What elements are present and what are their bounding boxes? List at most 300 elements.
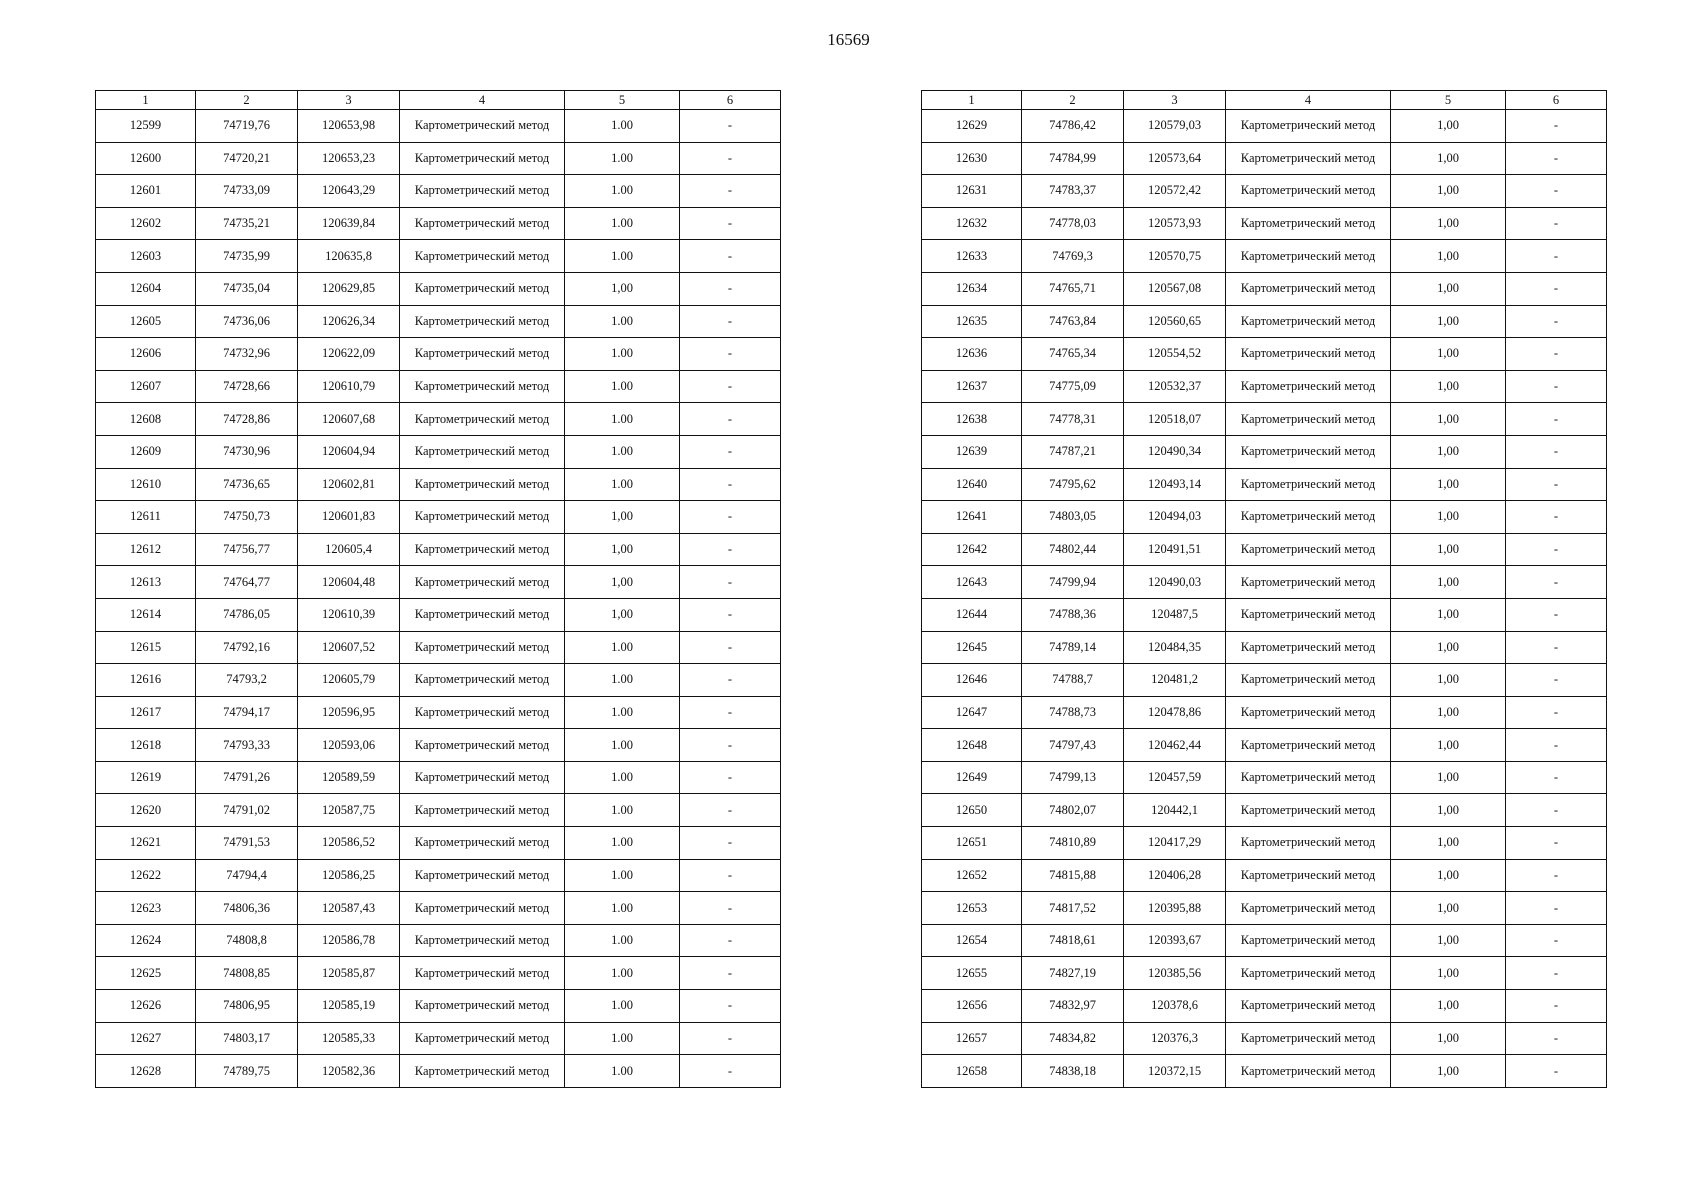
table-cell: Картометрический метод (400, 990, 565, 1023)
table-cell: - (680, 403, 781, 436)
table-cell: Картометрический метод (1226, 794, 1391, 827)
table-cell: 120585,87 (298, 957, 400, 990)
table-cell: - (1506, 598, 1607, 631)
table-row (922, 435, 1607, 468)
table-cell: 120395,88 (1124, 892, 1226, 925)
table-row (96, 729, 781, 762)
table-cell: Картометрический метод (400, 664, 565, 697)
table-cell: 74736,06 (196, 305, 298, 338)
table-cell: 12640 (922, 468, 1022, 501)
table-cell: 120607,52 (298, 631, 400, 664)
table-cell: Картометрический метод (400, 403, 565, 436)
table-cell: 12619 (96, 761, 196, 794)
table-cell: 74765,34 (1022, 338, 1124, 371)
table-cell: Картометрический метод (1226, 696, 1391, 729)
table-cell: 12607 (96, 370, 196, 403)
table-cell: 74806,95 (196, 990, 298, 1023)
table-cell: Картометрический метод (400, 207, 565, 240)
table-cell: 74838,18 (1022, 1055, 1124, 1088)
table-cell: Картометрический метод (1226, 501, 1391, 534)
table-cell: 120602,81 (298, 468, 400, 501)
table-cell: 12638 (922, 403, 1022, 436)
table-cell: 120589,59 (298, 761, 400, 794)
table-cell: 120605,4 (298, 533, 400, 566)
table-cell: - (1506, 110, 1607, 143)
table-cell: Картометрический метод (1226, 990, 1391, 1023)
table-cell: 74791,53 (196, 827, 298, 860)
table-header-row (96, 91, 781, 110)
table-cell: 12648 (922, 729, 1022, 762)
table-cell: 1.00 (565, 110, 680, 143)
table-row (96, 566, 781, 599)
table-cell: 120570,75 (1124, 240, 1226, 273)
table-cell: Картометрический метод (400, 729, 565, 762)
table-row (96, 761, 781, 794)
table-cell: 74765,71 (1022, 272, 1124, 305)
table-row (922, 729, 1607, 762)
table-cell: 74793,2 (196, 664, 298, 697)
table-cell: - (1506, 370, 1607, 403)
table-cell: 1,00 (1391, 533, 1506, 566)
table-cell: - (680, 924, 781, 957)
table-cell: 120585,33 (298, 1022, 400, 1055)
table-row (96, 1055, 781, 1088)
table-row (922, 110, 1607, 143)
column-header-2: 2 (1022, 91, 1124, 110)
table-cell: 1.00 (565, 370, 680, 403)
table-cell: 120586,78 (298, 924, 400, 957)
table-cell: Картометрический метод (1226, 1055, 1391, 1088)
table-cell: Картометрический метод (400, 761, 565, 794)
table-row (922, 631, 1607, 664)
table-cell: - (1506, 924, 1607, 957)
table-cell: 12614 (96, 598, 196, 631)
table-cell: Картометрический метод (400, 892, 565, 925)
table-cell: 1.00 (565, 924, 680, 957)
table-cell: 74735,04 (196, 272, 298, 305)
table-cell: 74787,21 (1022, 435, 1124, 468)
table-cell: 12625 (96, 957, 196, 990)
table-cell: Картометрический метод (1226, 338, 1391, 371)
table-cell: Картометрический метод (400, 566, 565, 599)
table-row (96, 305, 781, 338)
table-cell: 120378,6 (1124, 990, 1226, 1023)
table-cell: 12621 (96, 827, 196, 860)
table-cell: - (1506, 240, 1607, 273)
table-cell: Картометрический метод (400, 598, 565, 631)
table-cell: 74806,36 (196, 892, 298, 925)
table-cell: 12599 (96, 110, 196, 143)
table-cell: 74764,77 (196, 566, 298, 599)
column-header-4: 4 (1226, 91, 1391, 110)
table-cell: - (1506, 1055, 1607, 1088)
table-cell: 74799,94 (1022, 566, 1124, 599)
table-cell: Картометрический метод (1226, 468, 1391, 501)
table-row (922, 924, 1607, 957)
table-row (922, 240, 1607, 273)
table-cell: 1,00 (1391, 631, 1506, 664)
table-cell: 12605 (96, 305, 196, 338)
table-cell: 74792,16 (196, 631, 298, 664)
table-cell: - (1506, 338, 1607, 371)
table-row (922, 696, 1607, 729)
table-cell: 74756,77 (196, 533, 298, 566)
table-cell: Картометрический метод (1226, 435, 1391, 468)
table-cell: 1,00 (1391, 957, 1506, 990)
table-cell: Картометрический метод (1226, 761, 1391, 794)
table-cell: Картометрический метод (1226, 664, 1391, 697)
table-row (96, 240, 781, 273)
table-cell: 12624 (96, 924, 196, 957)
table-cell: 12631 (922, 175, 1022, 208)
table-row (96, 370, 781, 403)
table-cell: Картометрический метод (400, 1055, 565, 1088)
table-cell: Картометрический метод (1226, 175, 1391, 208)
table-cell: 120462,44 (1124, 729, 1226, 762)
table-cell: 74789,14 (1022, 631, 1124, 664)
table-cell: 1.00 (565, 761, 680, 794)
table-cell: 120478,86 (1124, 696, 1226, 729)
table-cell: 1,00 (1391, 1055, 1506, 1088)
table-cell: 74791,26 (196, 761, 298, 794)
table-cell: - (1506, 957, 1607, 990)
table-cell: 120610,79 (298, 370, 400, 403)
table-cell: 1.00 (565, 305, 680, 338)
table-row (922, 468, 1607, 501)
table-cell: 74832,97 (1022, 990, 1124, 1023)
table-cell: 1.00 (565, 729, 680, 762)
table-cell: 74797,43 (1022, 729, 1124, 762)
table-cell: - (680, 305, 781, 338)
column-header-2: 2 (196, 91, 298, 110)
table-cell: Картометрический метод (400, 859, 565, 892)
table-cell: 1,00 (565, 272, 680, 305)
table-cell: 1.00 (565, 435, 680, 468)
table-row (96, 435, 781, 468)
table-cell: - (680, 370, 781, 403)
table-cell: 12618 (96, 729, 196, 762)
table-cell: - (680, 110, 781, 143)
table-cell: 12602 (96, 207, 196, 240)
table-cell: 120579,03 (1124, 110, 1226, 143)
table-row (96, 403, 781, 436)
table-cell: 1,00 (1391, 794, 1506, 827)
table-cell: 1.00 (565, 1022, 680, 1055)
table-cell: 120560,65 (1124, 305, 1226, 338)
table-row (922, 566, 1607, 599)
table-cell: - (1506, 827, 1607, 860)
table-row (922, 664, 1607, 697)
table-cell: 12646 (922, 664, 1022, 697)
table-cell: 120442,1 (1124, 794, 1226, 827)
table-cell: 74802,44 (1022, 533, 1124, 566)
table-cell: 74803,17 (196, 1022, 298, 1055)
table-cell: - (1506, 272, 1607, 305)
table-cell: - (680, 468, 781, 501)
table-cell: 120376,3 (1124, 1022, 1226, 1055)
table-cell: 12626 (96, 990, 196, 1023)
table-cell: 1,00 (1391, 501, 1506, 534)
table-cell: 74733,09 (196, 175, 298, 208)
table-row (96, 598, 781, 631)
table-cell: 12617 (96, 696, 196, 729)
table-cell: 1.00 (565, 664, 680, 697)
table-row (922, 598, 1607, 631)
table-cell: 12600 (96, 142, 196, 175)
table-cell: 74834,82 (1022, 1022, 1124, 1055)
column-header-3: 3 (298, 91, 400, 110)
table-cell: 12643 (922, 566, 1022, 599)
table-cell: 12629 (922, 110, 1022, 143)
table-cell: 1,00 (1391, 729, 1506, 762)
table-cell: 74769,3 (1022, 240, 1124, 273)
table-cell: 74720,21 (196, 142, 298, 175)
table-row (96, 827, 781, 860)
table-cell: 74795,62 (1022, 468, 1124, 501)
table-row (96, 338, 781, 371)
table-cell: - (1506, 305, 1607, 338)
table-cell: 74815,88 (1022, 859, 1124, 892)
table-cell: Картометрический метод (400, 175, 565, 208)
table-cell: Картометрический метод (1226, 240, 1391, 273)
table-cell: 1,00 (565, 598, 680, 631)
table-cell: 74794,4 (196, 859, 298, 892)
table-cell: 12634 (922, 272, 1022, 305)
table-cell: 120605,79 (298, 664, 400, 697)
table-cell: 12649 (922, 761, 1022, 794)
table-row (922, 501, 1607, 534)
table-cell: 120629,85 (298, 272, 400, 305)
table-cell: Картометрический метод (1226, 566, 1391, 599)
table-cell: 74730,96 (196, 435, 298, 468)
table-cell: 1.00 (565, 175, 680, 208)
table-cell: 12652 (922, 859, 1022, 892)
table-cell: 120622,09 (298, 338, 400, 371)
table-cell: 12645 (922, 631, 1022, 664)
table-cell: 1,00 (1391, 272, 1506, 305)
table-cell: 1,00 (1391, 892, 1506, 925)
table-cell: 120554,52 (1124, 338, 1226, 371)
table-cell: 120601,83 (298, 501, 400, 534)
table-cell: 1,00 (1391, 566, 1506, 599)
table-cell: Картометрический метод (400, 533, 565, 566)
table-cell: 1.00 (565, 403, 680, 436)
table-cell: 74763,84 (1022, 305, 1124, 338)
table-cell: 12655 (922, 957, 1022, 990)
table-row (96, 501, 781, 534)
table-cell: 120393,67 (1124, 924, 1226, 957)
table-cell: 1.00 (565, 468, 680, 501)
table-cell: - (1506, 403, 1607, 436)
table-cell: 12628 (96, 1055, 196, 1088)
table-cell: 120417,29 (1124, 827, 1226, 860)
table-cell: - (1506, 729, 1607, 762)
table-cell: 120494,03 (1124, 501, 1226, 534)
table-cell: Картометрический метод (1226, 370, 1391, 403)
table-cell: 74810,89 (1022, 827, 1124, 860)
table-cell: 12658 (922, 1055, 1022, 1088)
table-cell: 120532,37 (1124, 370, 1226, 403)
table-cell: - (680, 175, 781, 208)
table-cell: - (680, 990, 781, 1023)
table-cell: - (680, 272, 781, 305)
table-row (96, 1022, 781, 1055)
table-cell: 1,00 (1391, 827, 1506, 860)
table-cell: 120596,95 (298, 696, 400, 729)
table-row (96, 142, 781, 175)
table-cell: Картометрический метод (1226, 305, 1391, 338)
table-cell: 12644 (922, 598, 1022, 631)
table-cell: 74775,09 (1022, 370, 1124, 403)
table-cell: - (1506, 664, 1607, 697)
table-cell: - (680, 1055, 781, 1088)
table-cell: 74778,31 (1022, 403, 1124, 436)
table-cell: 120604,48 (298, 566, 400, 599)
table-cell: 1,00 (1391, 175, 1506, 208)
table-row (96, 110, 781, 143)
table-cell: 1.00 (565, 859, 680, 892)
table-cell: 1.00 (565, 207, 680, 240)
table-cell: 74818,61 (1022, 924, 1124, 957)
table-cell: 120582,36 (298, 1055, 400, 1088)
table-row (922, 794, 1607, 827)
table-cell: 1,00 (1391, 403, 1506, 436)
table-cell: 12632 (922, 207, 1022, 240)
table-row (96, 664, 781, 697)
table-row (922, 892, 1607, 925)
table-cell: 120457,59 (1124, 761, 1226, 794)
table-cell: 1.00 (565, 338, 680, 371)
table-row (96, 175, 781, 208)
table-cell: 1,00 (1391, 598, 1506, 631)
table-cell: Картометрический метод (400, 272, 565, 305)
table-cell: 12651 (922, 827, 1022, 860)
table-cell: - (1506, 501, 1607, 534)
table-cell: Картометрический метод (1226, 598, 1391, 631)
table-cell: 1,00 (1391, 142, 1506, 175)
table-row (96, 957, 781, 990)
table-row (922, 370, 1607, 403)
table-cell: 120610,39 (298, 598, 400, 631)
page-number: 16569 (827, 30, 870, 49)
table-row (922, 338, 1607, 371)
table-row (922, 142, 1607, 175)
table-cell: 12630 (922, 142, 1022, 175)
table-cell: Картометрический метод (400, 696, 565, 729)
table-cell: 120573,93 (1124, 207, 1226, 240)
table-cell: 120635,8 (298, 240, 400, 273)
coordinates-table-right (921, 90, 1607, 1088)
table-cell: 120372,15 (1124, 1055, 1226, 1088)
table-cell: 12609 (96, 435, 196, 468)
table-cell: 1,00 (1391, 370, 1506, 403)
column-header-5: 5 (1391, 91, 1506, 110)
table-cell: 74802,07 (1022, 794, 1124, 827)
table-row (96, 468, 781, 501)
column-header-4: 4 (400, 91, 565, 110)
table-cell: 1,00 (565, 501, 680, 534)
table-cell: 1,00 (1391, 696, 1506, 729)
table-cell: 74778,03 (1022, 207, 1124, 240)
table-row (96, 924, 781, 957)
table-cell: 12639 (922, 435, 1022, 468)
table-cell: 1,00 (1391, 468, 1506, 501)
table-cell: - (680, 240, 781, 273)
table-cell: - (1506, 696, 1607, 729)
table-cell: Картометрический метод (1226, 729, 1391, 762)
table-row (96, 892, 781, 925)
table-cell: 12641 (922, 501, 1022, 534)
table-cell: 12611 (96, 501, 196, 534)
table-cell: Картометрический метод (1226, 1022, 1391, 1055)
table-cell: 120490,03 (1124, 566, 1226, 599)
table-cell: 1,00 (1391, 761, 1506, 794)
table-cell: Картометрический метод (1226, 110, 1391, 143)
table-cell: 120604,94 (298, 435, 400, 468)
table-row (96, 794, 781, 827)
table-cell: - (680, 859, 781, 892)
table-cell: 12653 (922, 892, 1022, 925)
table-cell: 12616 (96, 664, 196, 697)
table-cell: 120587,75 (298, 794, 400, 827)
table-row (922, 1055, 1607, 1088)
table-cell: 12637 (922, 370, 1022, 403)
table-cell: 120385,56 (1124, 957, 1226, 990)
table-cell: - (1506, 892, 1607, 925)
table-cell: - (1506, 990, 1607, 1023)
table-cell: 120586,25 (298, 859, 400, 892)
table-cell: 1,00 (1391, 435, 1506, 468)
table-cell: Картометрический метод (400, 110, 565, 143)
table-cell: 12627 (96, 1022, 196, 1055)
table-cell: 120567,08 (1124, 272, 1226, 305)
column-header-5: 5 (565, 91, 680, 110)
table-row (922, 305, 1607, 338)
table-cell: 1,00 (1391, 1022, 1506, 1055)
table-row (922, 990, 1607, 1023)
table-cell: - (680, 207, 781, 240)
table-cell: - (680, 729, 781, 762)
table-cell: - (680, 142, 781, 175)
table-cell: - (680, 794, 781, 827)
table-cell: 1,00 (565, 533, 680, 566)
table-cell: 120491,51 (1124, 533, 1226, 566)
table-cell: 12654 (922, 924, 1022, 957)
table-cell: 12610 (96, 468, 196, 501)
table-cell: 120573,64 (1124, 142, 1226, 175)
table-cell: 1,00 (1391, 664, 1506, 697)
table-cell: 120493,14 (1124, 468, 1226, 501)
table-cell: 12635 (922, 305, 1022, 338)
table-cell: 12608 (96, 403, 196, 436)
table-cell: 74728,86 (196, 403, 298, 436)
table-cell: - (680, 631, 781, 664)
table-cell: - (1506, 566, 1607, 599)
table-row (96, 533, 781, 566)
table-cell: - (680, 338, 781, 371)
table-cell: 1.00 (565, 794, 680, 827)
table-cell: Картометрический метод (1226, 533, 1391, 566)
table-cell: - (1506, 468, 1607, 501)
table-cell: 12623 (96, 892, 196, 925)
table-cell: Картометрический метод (1226, 827, 1391, 860)
table-cell: Картометрический метод (400, 468, 565, 501)
table-cell: - (680, 696, 781, 729)
table-cell: - (1506, 794, 1607, 827)
table-cell: 74786,42 (1022, 110, 1124, 143)
table-cell: 1,00 (1391, 859, 1506, 892)
table-cell: 12642 (922, 533, 1022, 566)
